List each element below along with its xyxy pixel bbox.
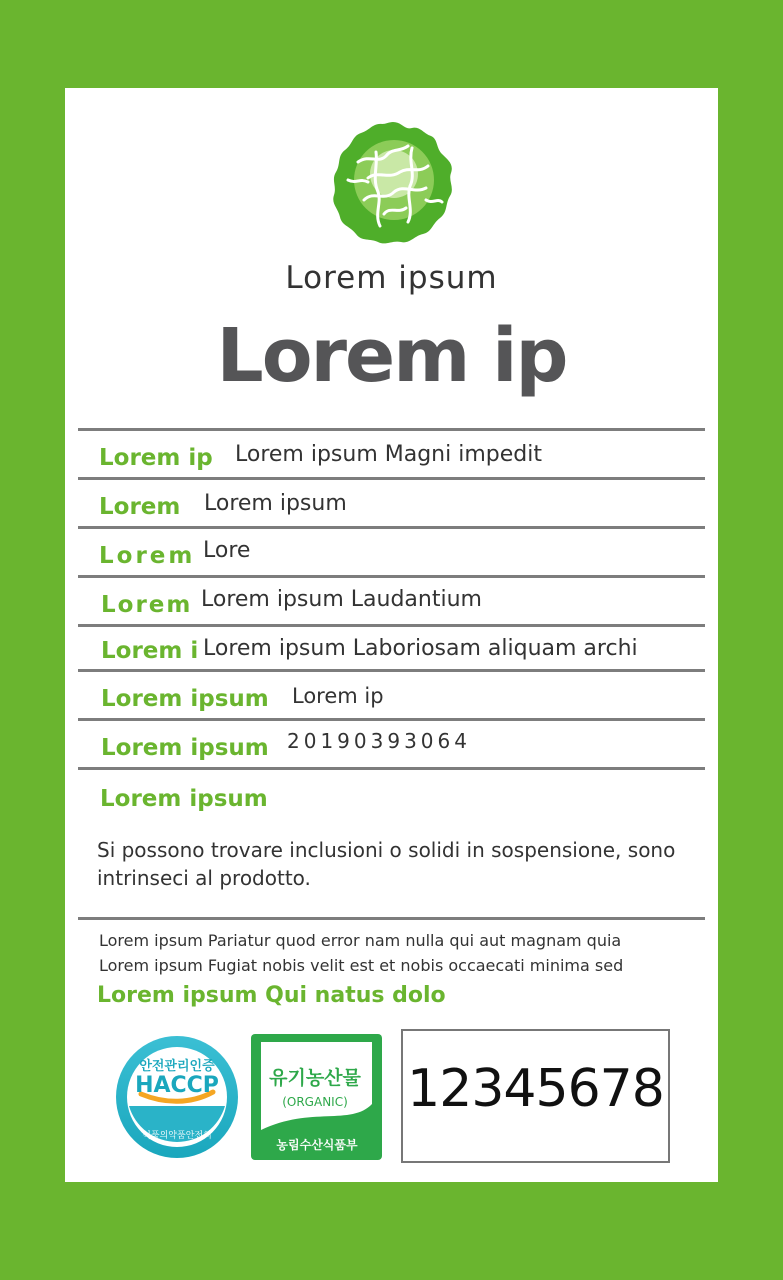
info-row bbox=[78, 576, 705, 624]
info-row-label: Lorem bbox=[99, 543, 196, 569]
info-row bbox=[78, 670, 705, 718]
info-row-label: Lorem ipsum bbox=[101, 735, 269, 761]
haccp-bottom-text: 식품의약품안전처 bbox=[142, 1131, 212, 1141]
info-row-label: Lorem ipsum bbox=[101, 686, 269, 712]
info-row-value: Lorem ipsum bbox=[204, 491, 347, 516]
info-row-value: 20190393064 bbox=[287, 729, 471, 753]
footer-highlight: Lorem ipsum Qui natus dolo bbox=[97, 983, 446, 1008]
info-row-value: Lorem ip bbox=[292, 684, 384, 708]
info-row bbox=[78, 478, 705, 526]
info-row-value: Lore bbox=[203, 538, 251, 563]
divider bbox=[78, 767, 705, 770]
footer-line-2: Lorem ipsum Fugiat nobis velit est et nobis occaecati minima sed bbox=[99, 956, 624, 975]
info-row-label: Lorem bbox=[99, 494, 181, 520]
info-row bbox=[78, 719, 705, 767]
product-code-box bbox=[401, 1029, 670, 1163]
brand-title: Lorem ip bbox=[216, 313, 567, 399]
divider bbox=[78, 917, 705, 920]
info-row bbox=[78, 429, 705, 477]
product-code: 12345678 bbox=[407, 1059, 664, 1119]
lettuce-logo-icon bbox=[328, 118, 458, 248]
haccp-main-text: HACCP bbox=[135, 1073, 219, 1098]
product-label-card bbox=[65, 88, 718, 1182]
haccp-top-text: 안전관리인증 bbox=[139, 1059, 215, 1074]
organic-sub-text: (ORGANIC) bbox=[282, 1095, 348, 1109]
notice-title: Lorem ipsum bbox=[100, 786, 268, 812]
info-row bbox=[78, 625, 705, 670]
info-row-value: Lorem ipsum Laudantium bbox=[201, 587, 482, 612]
info-row-value: Lorem ipsum Magni impedit bbox=[235, 442, 542, 467]
info-row bbox=[78, 527, 705, 575]
organic-bottom-text: 농림수산식품부 bbox=[276, 1138, 358, 1152]
info-row-label: Lorem ip bbox=[99, 445, 213, 471]
organic-main-text: 유기농산물 bbox=[269, 1067, 361, 1089]
haccp-badge-icon bbox=[115, 1034, 239, 1160]
info-row-label: Lorem i bbox=[101, 638, 199, 664]
footer-line-1: Lorem ipsum Pariatur quod error nam nulla qui aut magnam quia bbox=[99, 931, 622, 950]
notice-body: Si possono trovare inclusioni o solidi in sospensione, sono intrinseci al prodotto. bbox=[97, 838, 676, 890]
info-row-value: Lorem ipsum Laboriosam aliquam archi bbox=[203, 636, 638, 661]
brand-subtitle: Lorem ipsum bbox=[285, 260, 498, 296]
organic-badge-icon bbox=[251, 1034, 382, 1160]
info-row-label: Lorem bbox=[101, 592, 193, 618]
